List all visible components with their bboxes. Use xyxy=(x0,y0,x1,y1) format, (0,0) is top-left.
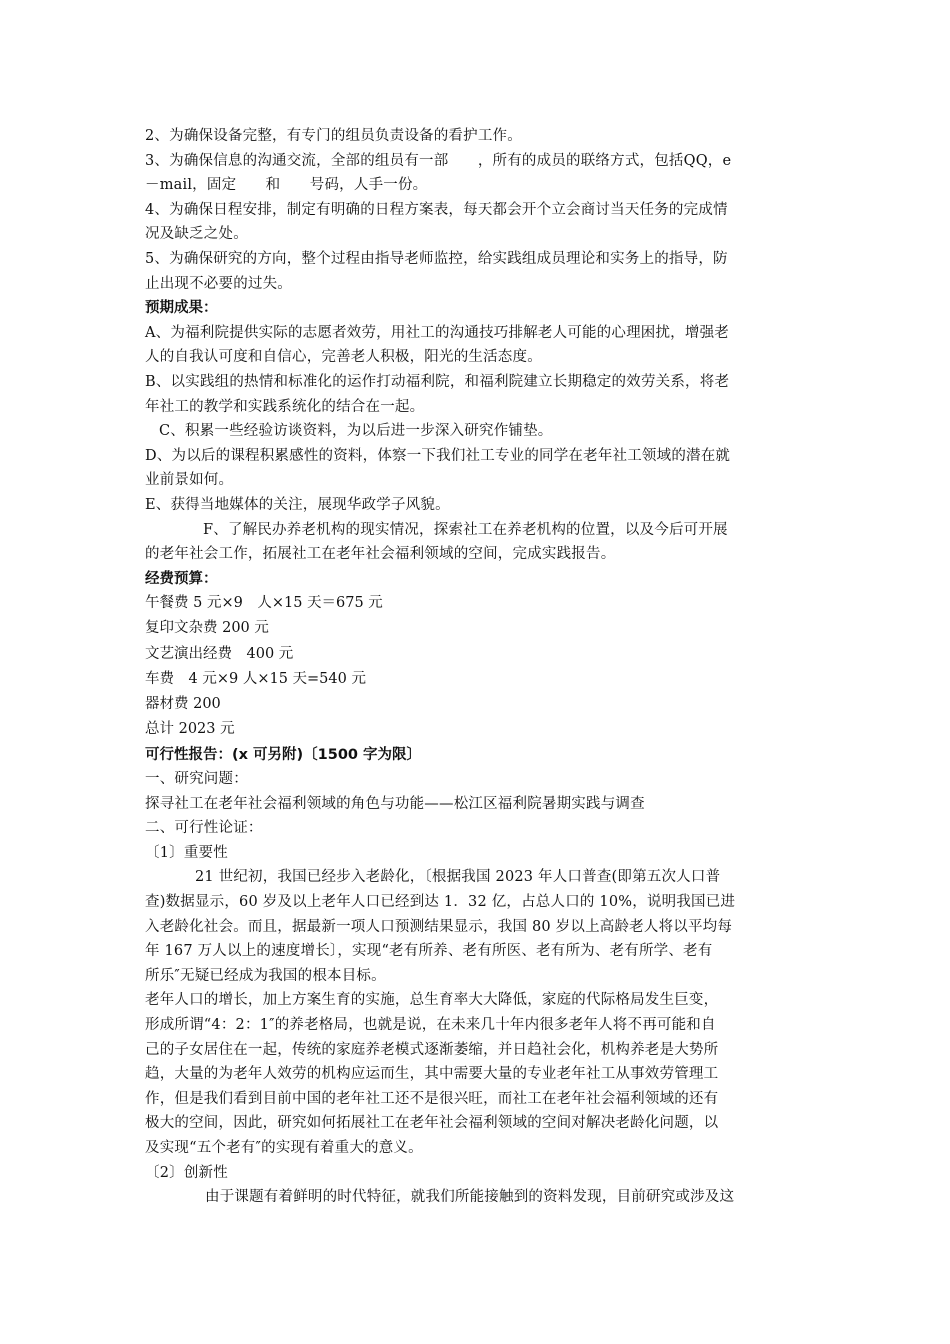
importance-para-2-cont5: 极大的空间，因此，研究如何拓展社工在老年社会福利领域的空间对解决老龄化问题，以 xyxy=(145,1115,719,1132)
measure-item-4-cont: 况及缺乏之处。 xyxy=(145,226,248,243)
research-question-title: 探寻社工在老年社会福利领域的角色与功能——松江区福利院暑期实践与调查 xyxy=(145,795,645,812)
importance-para-2-cont6: 及实现“五个老有″的实现有着重大的意义。 xyxy=(145,1140,423,1156)
importance-para-2-cont2: 己的子女居住在一起，传统的家庭养老模式逐渐萎缩，并日趋社会化，机构养老是大势所 xyxy=(145,1041,719,1058)
measure-item-5: 5、为确保研究的方向，整个过程由指导老师监控，给实践组成员理论和实务上的指导，防 xyxy=(145,250,728,267)
budget-transport: 车费 4 元×9 人×15 天=540 元 xyxy=(145,670,366,687)
importance-para-1: 21 世纪初，我国已经步入老龄化，〔根据我国 2023 年人口普查(即第五次人口普 xyxy=(195,869,721,886)
expected-item-b: B、以实践组的热情和标准化的运作打动福利院，和福利院建立长期稳定的效劳关系，将老 xyxy=(145,373,730,390)
importance-para-1-cont2: 入老龄化社会。而且，据最新一项人口预测结果显示，我国 80 岁以上高龄老人将以平均每 xyxy=(145,918,733,935)
measure-item-2: 2、为确保设备完整，有专门的组员负责设备的看护工作。 xyxy=(145,128,522,144)
importance-para-2-cont1: 形成所谓“4：2：1″的养老格局，也就是说，在未来几十年内很多老年人将不再可能和自 xyxy=(145,1017,716,1034)
budget-heading: 经费预算： xyxy=(145,570,218,587)
feasibility-heading: 可行性报告：(x 可另附)〔1500 字为限〕 xyxy=(145,746,422,763)
innovation-para-1: 由于课题有着鲜明的时代特征，就我们所能接触到的资料发现，目前研究或涉及这 xyxy=(205,1189,735,1206)
expected-item-d-cont: 业前景如何。 xyxy=(145,472,234,489)
budget-performance: 文艺演出经费 400 元 xyxy=(145,645,294,662)
importance-para-2-cont4: 作，但是我们看到目前中国的老年社工还不是很兴旺，而社工在老年社会福利领域的还有 xyxy=(145,1090,719,1107)
innovation-subheading: 〔2〕创新性 xyxy=(145,1164,228,1181)
expected-item-d: D、为以后的课程积累感性的资料，体察一下我们社工专业的同学在老年社工领域的潜在就 xyxy=(145,447,731,464)
budget-lunch: 午餐费 5 元×9 人×15 天＝675 元 xyxy=(145,595,383,612)
budget-copying: 复印文杂费 200 元 xyxy=(145,620,269,637)
measure-item-5-cont: 止出现不必要的过失。 xyxy=(145,275,292,292)
feasibility-argument-label: 二、可行性论证： xyxy=(145,820,263,837)
importance-subheading: 〔1〕重要性 xyxy=(145,844,228,861)
importance-para-1-cont4: 所乐″无疑已经成为我国的根本目标。 xyxy=(145,967,386,984)
expected-item-c: C、积累一些经验访谈资料，为以后进一步深入研究作铺垫。 xyxy=(159,423,553,440)
expected-item-a-cont: 人的自我认可度和自信心，完善老人积极，阳光的生活态度。 xyxy=(145,349,542,366)
importance-para-1-cont1: 查)数据显示，60 岁及以上老年人口已经到达 1．32 亿，占总人口的 10%，说明我国已进 xyxy=(145,894,736,911)
importance-para-2-cont3: 趋，大量的为老年人效劳的机构应运而生，其中需要大量的专业老年社工从事效劳管理工 xyxy=(145,1066,719,1083)
expected-item-f: F、了解民办养老机构的现实情况，探索社工在养老机构的位置，以及今后可开展 xyxy=(203,521,728,538)
expected-results-heading: 预期成果： xyxy=(145,300,218,317)
budget-equipment: 器材费 200 xyxy=(145,696,221,713)
measure-item-4: 4、为确保日程安排，制定有明确的日程方案表，每天都会开个立会商讨当天任务的完成情 xyxy=(145,201,728,218)
expected-item-b-cont: 年社工的教学和实践系统化的结合在一起。 xyxy=(145,398,425,415)
measure-item-3-cont: －mail，固定 和 号码，人手一份。 xyxy=(145,177,428,194)
importance-para-2: 老年人口的增长，加上方案生育的实施，总生育率大大降低，家庭的代际格局发生巨变， xyxy=(145,992,719,1009)
measure-item-3: 3、为确保信息的沟通交流，全部的组员有一部 ，所有的成员的联络方式，包括QQ，e xyxy=(145,152,732,169)
importance-para-1-cont3: 年 167 万人以上的速度增长〕，实现“老有所养、老有所医、老有所为、老有所学、老有 xyxy=(145,943,713,960)
budget-total: 总计 2023 元 xyxy=(145,721,235,738)
document-page xyxy=(145,124,813,1210)
expected-item-e: E、获得当地媒体的关注，展现华政学子风貌。 xyxy=(145,496,450,513)
expected-item-a: A、为福利院提供实际的志愿者效劳，用社工的沟通技巧排解老人可能的心理困扰，增强老 xyxy=(145,324,729,341)
expected-item-f-cont: 的老年社会工作，拓展社工在老年社会福利领域的空间，完成实践报告。 xyxy=(145,546,616,563)
research-question-label: 一、研究问题： xyxy=(145,771,248,788)
